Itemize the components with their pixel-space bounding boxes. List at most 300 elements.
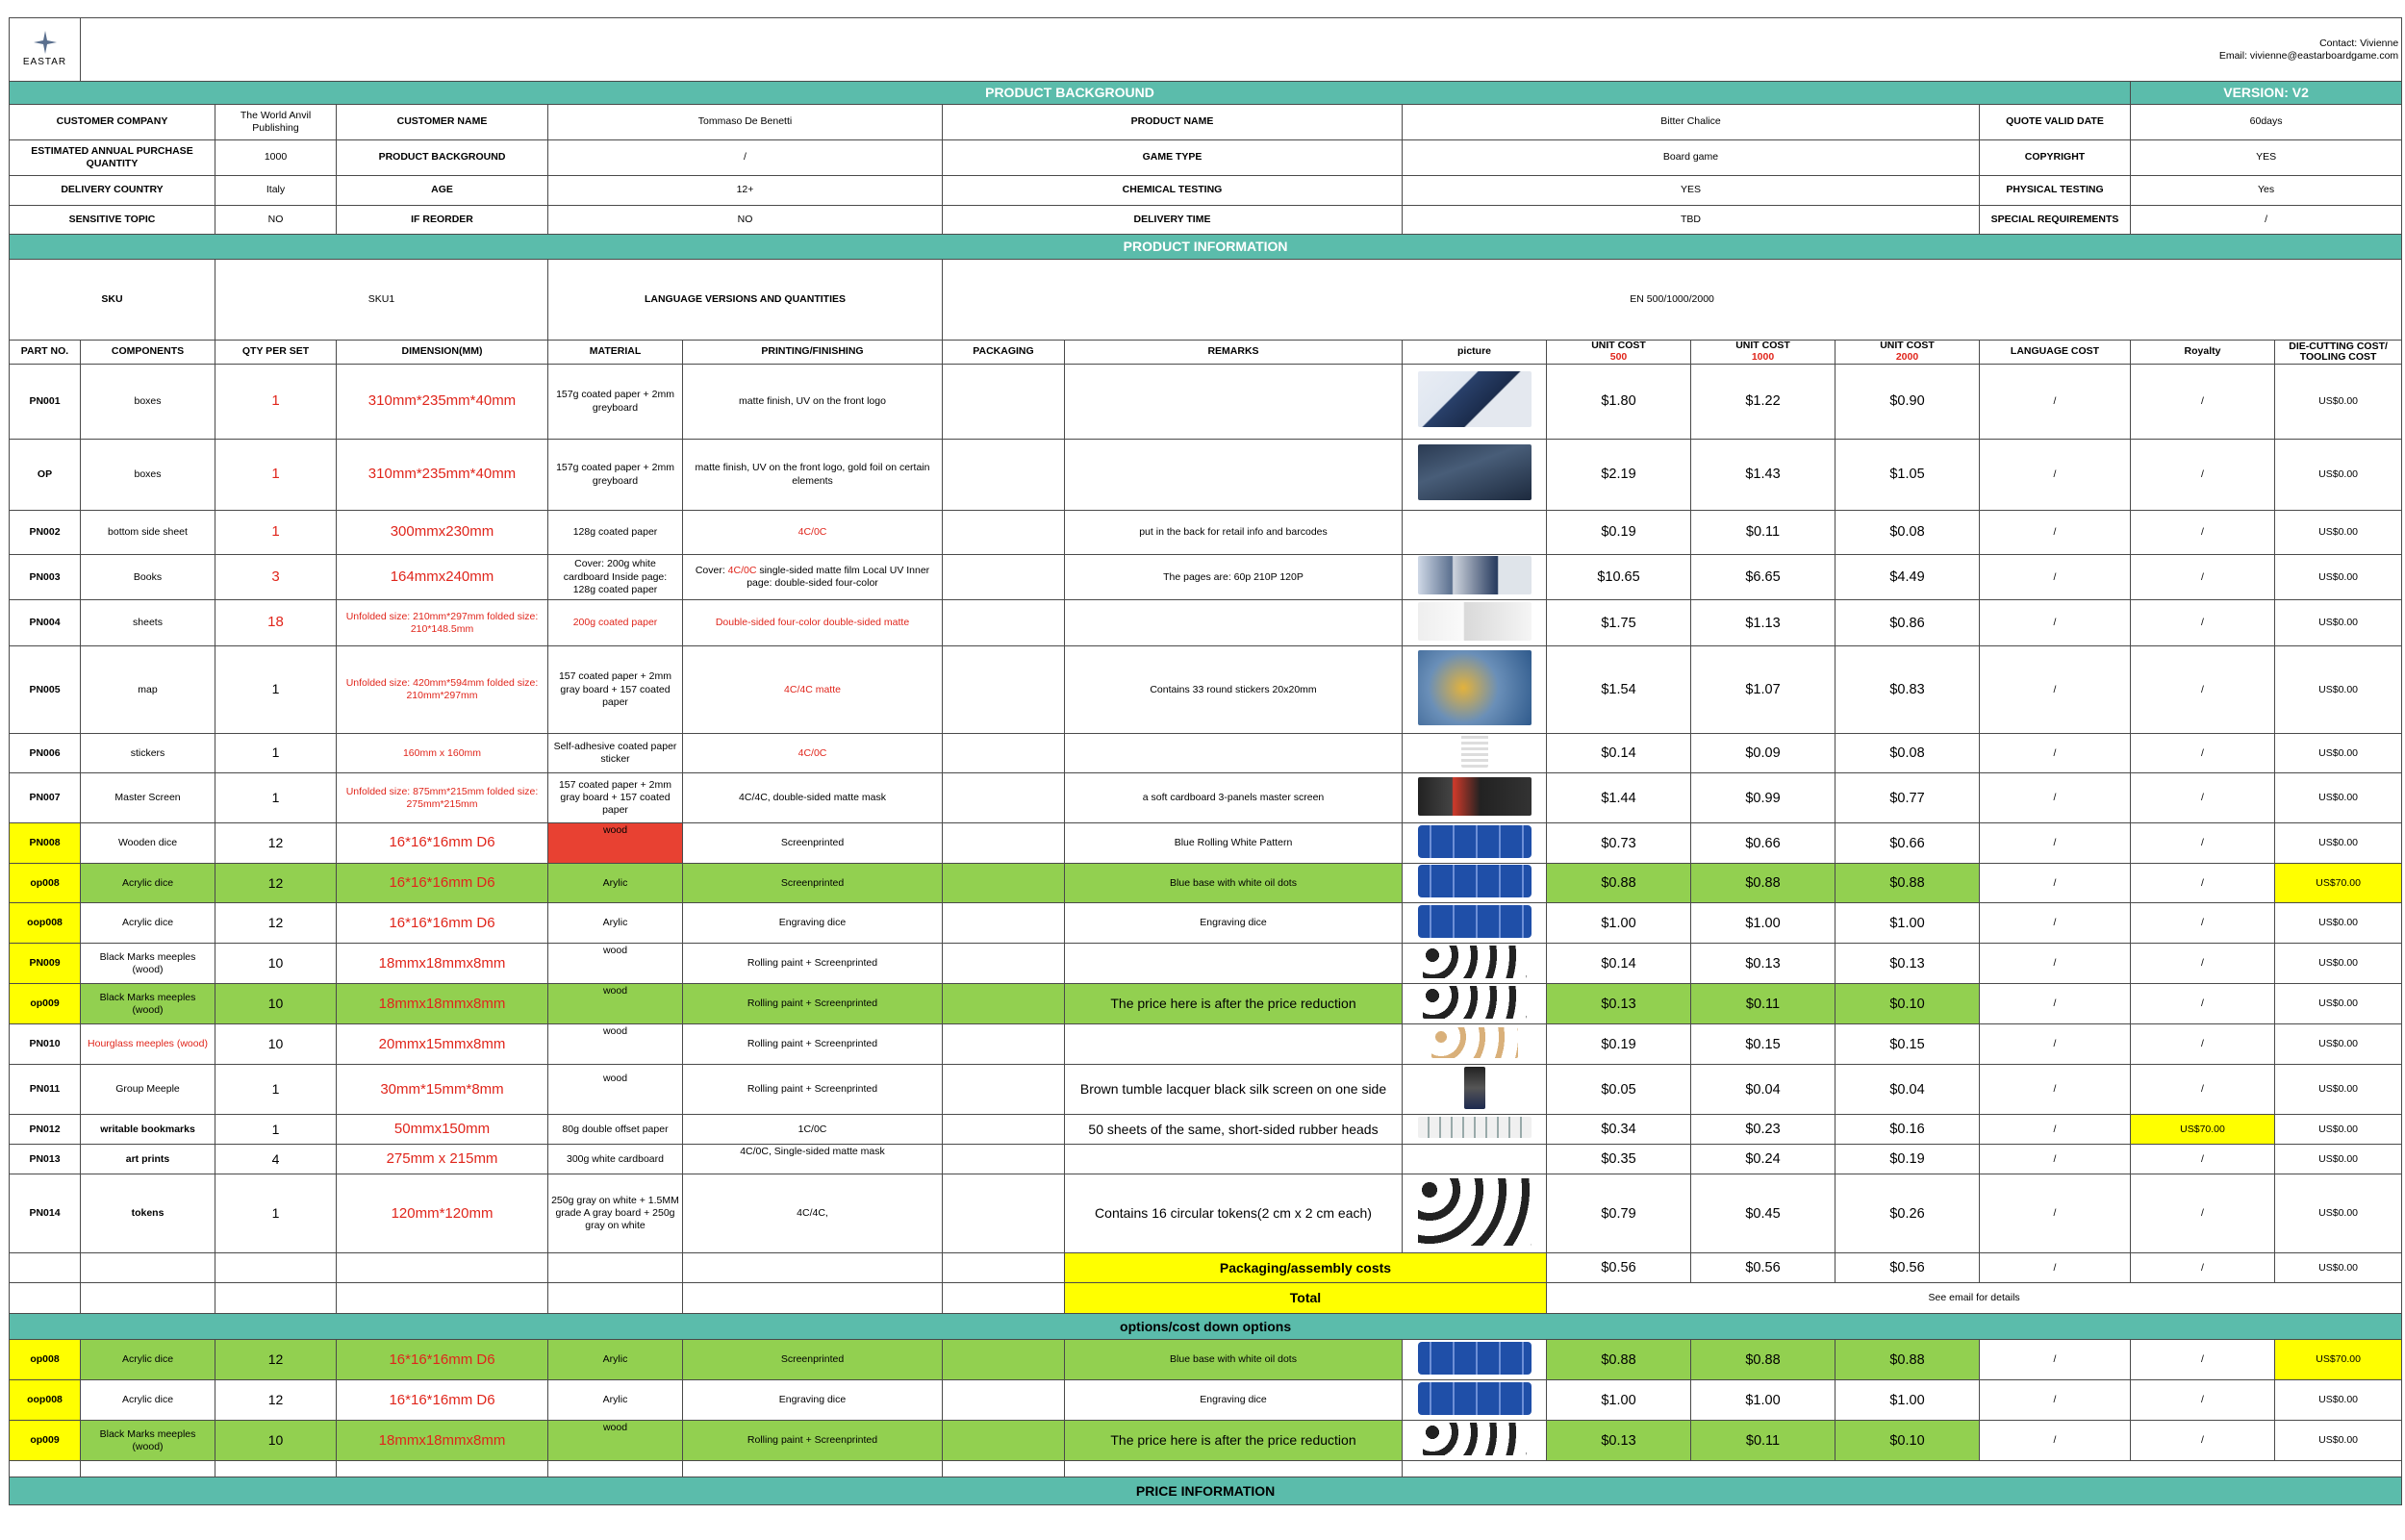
qty: 1 xyxy=(215,1115,337,1145)
printing: Rolling paint + Screenprinted xyxy=(683,1065,943,1115)
qty: 12 xyxy=(215,903,337,944)
unit-cost-2000: $0.04 xyxy=(1835,1065,1980,1115)
royalty: US$70.00 xyxy=(2131,1115,2275,1145)
unit-cost-2000: $0.13 xyxy=(1835,944,1980,984)
unit-cost-500: $0.13 xyxy=(1547,984,1691,1024)
die-cutting: US$0.00 xyxy=(2275,773,2402,823)
royalty: / xyxy=(2131,365,2275,440)
bg-value: Italy xyxy=(215,176,337,206)
packaging-row xyxy=(10,1253,2402,1283)
unit-cost-500: $0.88 xyxy=(1547,1340,1691,1380)
bg-value: 60days xyxy=(2131,105,2402,140)
part-no: oop008 xyxy=(10,903,81,944)
unit-cost-label: UNIT COST xyxy=(1591,340,1646,352)
part-no: PN010 xyxy=(10,1024,81,1065)
option-row xyxy=(10,1421,2402,1461)
printing: matte finish, UV on the front logo, gold foil on certain elements xyxy=(683,440,943,511)
printing: Engraving dice xyxy=(683,903,943,944)
col-die-cutting: DIE-CUTTING COST/ TOOLING COST xyxy=(2275,341,2402,365)
meeple-thumbnail xyxy=(1423,946,1527,978)
unit-cost-1000: $1.00 xyxy=(1691,1380,1835,1421)
unit-cost-1000: $0.15 xyxy=(1691,1024,1835,1065)
royalty: / xyxy=(2131,944,2275,984)
royalty: / xyxy=(2131,734,2275,773)
table-row xyxy=(10,365,2402,440)
remarks: The pages are: 60p 210P 120P xyxy=(1065,555,1403,600)
unit-cost-2000: $0.66 xyxy=(1835,823,1980,864)
unit-cost-1000: $0.88 xyxy=(1691,1340,1835,1380)
unit-cost-500: $0.73 xyxy=(1547,823,1691,864)
empty-cell xyxy=(10,1283,81,1314)
die-cutting: US$0.00 xyxy=(2275,1253,2402,1283)
component: Acrylic dice xyxy=(81,1380,215,1421)
printing: Screenprinted xyxy=(683,864,943,903)
printing: 4C/4C, double-sided matte mask xyxy=(683,773,943,823)
dimension: 50mmx150mm xyxy=(337,1115,548,1145)
bg-value: / xyxy=(2131,206,2402,235)
qty: 12 xyxy=(215,1340,337,1380)
component: Black Marks meeples (wood) xyxy=(81,1421,215,1461)
unit-cost-2000: $1.00 xyxy=(1835,1380,1980,1421)
part-no: op009 xyxy=(10,984,81,1024)
unit-cost-2000: $0.19 xyxy=(1835,1145,1980,1174)
die-cutting: US$0.00 xyxy=(2275,823,2402,864)
material: wood xyxy=(548,1065,683,1115)
price-information-band xyxy=(10,1477,2402,1505)
col-qty: QTY PER SET xyxy=(215,341,337,365)
dimension: Unfolded size: 420mm*594mm folded size: 210mm*297mm xyxy=(337,646,548,734)
dimension: Unfolded size: 875mm*215mm folded size: 275mm*215mm xyxy=(337,773,548,823)
empty-cell xyxy=(548,1283,683,1314)
empty-cell xyxy=(337,1283,548,1314)
unit-cost-1000: $0.99 xyxy=(1691,773,1835,823)
col-royalty: Royalty xyxy=(2131,341,2275,365)
dimension: 164mmx240mm xyxy=(337,555,548,600)
bg-label: CHEMICAL TESTING xyxy=(943,176,1403,206)
component: bottom side sheet xyxy=(81,511,215,555)
part-no: PN011 xyxy=(10,1065,81,1115)
sticker-thumbnail xyxy=(1461,735,1488,768)
table-row xyxy=(10,864,2402,903)
remarks: Contains 33 round stickers 20x20mm xyxy=(1065,646,1403,734)
dimension: 18mmx18mmx8mm xyxy=(337,984,548,1024)
printing: 4C/0C xyxy=(683,511,943,555)
component: Wooden dice xyxy=(81,823,215,864)
part-no: PN013 xyxy=(10,1145,81,1174)
unit-cost-500: $0.79 xyxy=(1547,1174,1691,1253)
material: 250g gray on white + 1.5MM grade A gray board + 250g gray on white xyxy=(548,1174,683,1253)
component: Books xyxy=(81,555,215,600)
bg-value: YES xyxy=(1403,176,1980,206)
language-cost: / xyxy=(1980,440,2131,511)
empty-cell xyxy=(81,1283,215,1314)
table-row xyxy=(10,734,2402,773)
component: tokens xyxy=(81,1174,215,1253)
bg-label: PRODUCT NAME xyxy=(943,105,1403,140)
remarks: The price here is after the price reduction xyxy=(1065,984,1403,1024)
royalty: / xyxy=(2131,823,2275,864)
group-meeple-thumbnail xyxy=(1464,1067,1485,1109)
unit-cost-1000: $0.11 xyxy=(1691,1421,1835,1461)
qty: 1 xyxy=(215,1065,337,1115)
table-row xyxy=(10,440,2402,511)
contact-name: Contact: Vivienne xyxy=(2319,38,2399,49)
table-row xyxy=(10,984,2402,1024)
royalty: / xyxy=(2131,1065,2275,1115)
bg-label: COPYRIGHT xyxy=(1980,140,2131,176)
section-title-product-background: PRODUCT BACKGROUND xyxy=(10,82,2131,105)
picture xyxy=(1403,944,1547,984)
royalty: / xyxy=(2131,1421,2275,1461)
unit-cost-1000: $0.04 xyxy=(1691,1065,1835,1115)
dimension: 16*16*16mm D6 xyxy=(337,1340,548,1380)
royalty: / xyxy=(2131,1024,2275,1065)
background-row xyxy=(10,105,2402,140)
dimension: 16*16*16mm D6 xyxy=(337,823,548,864)
material: wood xyxy=(548,1421,683,1461)
table-row xyxy=(10,1115,2402,1145)
empty-cell xyxy=(683,1461,943,1477)
unit-cost-500: $0.13 xyxy=(1547,1421,1691,1461)
printing-prefix: Cover: xyxy=(695,564,728,576)
remarks: 50 sheets of the same, short-sided rubber heads xyxy=(1065,1115,1403,1145)
qty-2000: 2000 xyxy=(1895,351,1919,364)
part-no: PN006 xyxy=(10,734,81,773)
bg-label: AGE xyxy=(337,176,548,206)
die-cutting: US$0.00 xyxy=(2275,646,2402,734)
part-no: PN007 xyxy=(10,773,81,823)
material: Arylic xyxy=(548,864,683,903)
picture xyxy=(1403,555,1547,600)
unit-cost-2000: $0.88 xyxy=(1835,1340,1980,1380)
component: sheets xyxy=(81,600,215,646)
picture xyxy=(1403,1340,1547,1380)
language-cost: / xyxy=(1980,773,2131,823)
unit-cost-1000: $1.00 xyxy=(1691,903,1835,944)
empty-cell xyxy=(1403,1461,2402,1477)
bg-label: IF REORDER xyxy=(337,206,548,235)
remarks xyxy=(1065,1024,1403,1065)
remarks: The price here is after the price reduction xyxy=(1065,1421,1403,1461)
material: Arylic xyxy=(548,1380,683,1421)
qty: 4 xyxy=(215,1145,337,1174)
packaging xyxy=(943,984,1065,1024)
royalty: / xyxy=(2131,440,2275,511)
empty-cell xyxy=(548,1461,683,1477)
bg-label: SPECIAL REQUIREMENTS xyxy=(1980,206,2131,235)
language-cost: / xyxy=(1980,1174,2131,1253)
unit-cost-2000: $0.15 xyxy=(1835,1024,1980,1065)
royalty: / xyxy=(2131,864,2275,903)
component: art prints xyxy=(81,1145,215,1174)
unit-cost-2000: $0.26 xyxy=(1835,1174,1980,1253)
die-cutting: US$0.00 xyxy=(2275,511,2402,555)
language-cost: / xyxy=(1980,1065,2131,1115)
picture xyxy=(1403,734,1547,773)
col-part: PART NO. xyxy=(10,341,81,365)
empty-cell xyxy=(215,1461,337,1477)
unit-cost-1000: $1.13 xyxy=(1691,600,1835,646)
packaging xyxy=(943,773,1065,823)
picture xyxy=(1403,773,1547,823)
part-no: op008 xyxy=(10,864,81,903)
component: Acrylic dice xyxy=(81,864,215,903)
dice-thumbnail xyxy=(1418,905,1532,938)
remarks xyxy=(1065,944,1403,984)
dimension: 310mm*235mm*40mm xyxy=(337,440,548,511)
dice-thumbnail xyxy=(1418,825,1532,858)
packaging xyxy=(943,1340,1065,1380)
component: Acrylic dice xyxy=(81,1340,215,1380)
background-row xyxy=(10,206,2402,235)
printing: Rolling paint + Screenprinted xyxy=(683,1421,943,1461)
table-row xyxy=(10,646,2402,734)
bg-value: YES xyxy=(2131,140,2402,176)
packaging xyxy=(943,1115,1065,1145)
language-cost: / xyxy=(1980,984,2131,1024)
qty-1000: 1000 xyxy=(1751,351,1775,364)
material: wood xyxy=(548,1024,683,1065)
dimension: 30mm*15mm*8mm xyxy=(337,1065,548,1115)
printing: Rolling paint + Screenprinted xyxy=(683,984,943,1024)
component: Black Marks meeples (wood) xyxy=(81,944,215,984)
unit-cost-500: $0.35 xyxy=(1547,1145,1691,1174)
unit-cost-label: UNIT COST xyxy=(1880,340,1935,352)
language-cost: / xyxy=(1980,864,2131,903)
bg-value: Board game xyxy=(1403,140,1980,176)
unit-cost-2000: $0.08 xyxy=(1835,511,1980,555)
unit-cost-2000: $0.08 xyxy=(1835,734,1980,773)
packaging xyxy=(943,944,1065,984)
packaging xyxy=(943,1145,1065,1174)
bg-value: / xyxy=(548,140,943,176)
unit-cost-500: $0.14 xyxy=(1547,944,1691,984)
quotation-sheet xyxy=(9,17,2401,1505)
map-thumbnail xyxy=(1418,650,1532,725)
qty-500: 500 xyxy=(1609,351,1628,364)
packaging xyxy=(943,1421,1065,1461)
component: boxes xyxy=(81,440,215,511)
empty-cell xyxy=(81,1253,215,1283)
part-no: op009 xyxy=(10,1421,81,1461)
die-cutting: US$0.00 xyxy=(2275,440,2402,511)
component: writable bookmarks xyxy=(81,1115,215,1145)
section-title-options: options/cost down options xyxy=(10,1314,2402,1340)
bookmark-thumbnail xyxy=(1418,1117,1532,1138)
printing: 1C/0C xyxy=(683,1115,943,1145)
die-cutting: US$70.00 xyxy=(2275,864,2402,903)
remarks: Blue Rolling White Pattern xyxy=(1065,823,1403,864)
bg-value: The World Anvil Publishing xyxy=(215,105,337,140)
printing: 4C/4C matte xyxy=(683,646,943,734)
language-cost: / xyxy=(1980,1340,2131,1380)
part-no: PN012 xyxy=(10,1115,81,1145)
bg-value: NO xyxy=(215,206,337,235)
qty: 1 xyxy=(215,440,337,511)
col-picture: picture xyxy=(1403,341,1547,365)
screen-thumbnail xyxy=(1418,777,1532,816)
die-cutting: US$0.00 xyxy=(2275,984,2402,1024)
part-no: op008 xyxy=(10,1340,81,1380)
die-cutting: US$0.00 xyxy=(2275,1174,2402,1253)
material: 300g white cardboard xyxy=(548,1145,683,1174)
empty-cell xyxy=(683,1283,943,1314)
language-cost: / xyxy=(1980,365,2131,440)
empty-cell xyxy=(683,1253,943,1283)
header-row xyxy=(10,18,2402,82)
meeple-thumbnail xyxy=(1423,1423,1527,1455)
printing: Screenprinted xyxy=(683,823,943,864)
component: Group Meeple xyxy=(81,1065,215,1115)
col-unit-cost-1000 xyxy=(1691,341,1835,365)
unit-cost-500: $0.56 xyxy=(1547,1253,1691,1283)
unit-cost-1000: $0.88 xyxy=(1691,864,1835,903)
component: stickers xyxy=(81,734,215,773)
die-cutting: US$0.00 xyxy=(2275,734,2402,773)
remarks xyxy=(1065,600,1403,646)
picture xyxy=(1403,864,1547,903)
language-cost: / xyxy=(1980,1380,2131,1421)
unit-cost-1000: $0.09 xyxy=(1691,734,1835,773)
die-cutting: US$70.00 xyxy=(2275,1340,2402,1380)
language-value: EN 500/1000/2000 xyxy=(943,260,2402,341)
logo-text: EASTAR xyxy=(22,57,67,68)
picture xyxy=(1403,1174,1547,1253)
bg-label: ESTIMATED ANNUAL PURCHASE QUANTITY xyxy=(10,140,215,176)
language-cost: / xyxy=(1980,903,2131,944)
dice-thumbnail xyxy=(1418,1342,1532,1375)
picture xyxy=(1403,1421,1547,1461)
printing: 4C/4C, xyxy=(683,1174,943,1253)
table-row xyxy=(10,773,2402,823)
part-no: PN014 xyxy=(10,1174,81,1253)
bg-label: DELIVERY TIME xyxy=(943,206,1403,235)
unit-cost-500: $0.88 xyxy=(1547,864,1691,903)
part-no: OP xyxy=(10,440,81,511)
col-dimension: DIMENSION(MM) xyxy=(337,341,548,365)
empty-cell xyxy=(10,1253,81,1283)
die-cutting: US$0.00 xyxy=(2275,555,2402,600)
unit-cost-2000: $0.88 xyxy=(1835,864,1980,903)
printing: Double-sided four-color double-sided matte xyxy=(683,600,943,646)
dimension: 160mm x 160mm xyxy=(337,734,548,773)
unit-cost-1000: $0.13 xyxy=(1691,944,1835,984)
qty: 1 xyxy=(215,511,337,555)
bg-value: TBD xyxy=(1403,206,1980,235)
unit-cost-2000: $4.49 xyxy=(1835,555,1980,600)
qty: 10 xyxy=(215,1024,337,1065)
printing: 4C/0C, Single-sided matte mask xyxy=(683,1145,943,1174)
dimension: 310mm*235mm*40mm xyxy=(337,365,548,440)
royalty: / xyxy=(2131,1340,2275,1380)
dimension: 20mmx15mmx8mm xyxy=(337,1024,548,1065)
royalty: / xyxy=(2131,773,2275,823)
bg-label: CUSTOMER NAME xyxy=(337,105,548,140)
total-note: See email for details xyxy=(1547,1283,2402,1314)
unit-cost-2000: $0.86 xyxy=(1835,600,1980,646)
total-row xyxy=(10,1283,2402,1314)
remarks: Engraving dice xyxy=(1065,903,1403,944)
bg-value: 1000 xyxy=(215,140,337,176)
picture xyxy=(1403,1145,1547,1174)
unit-cost-1000: $0.66 xyxy=(1691,823,1835,864)
die-cutting: US$0.00 xyxy=(2275,1421,2402,1461)
unit-cost-500: $10.65 xyxy=(1547,555,1691,600)
material: wood xyxy=(548,944,683,984)
unit-cost-2000: $1.00 xyxy=(1835,903,1980,944)
hourglass-thumbnail xyxy=(1431,1027,1518,1058)
bg-label: DELIVERY COUNTRY xyxy=(10,176,215,206)
printing-color: 4C/0C xyxy=(727,564,757,576)
dimension: 16*16*16mm D6 xyxy=(337,903,548,944)
qty: 1 xyxy=(215,734,337,773)
bg-value: Tommaso De Benetti xyxy=(548,105,943,140)
meeple-thumbnail xyxy=(1423,986,1527,1019)
tokens-thumbnail xyxy=(1418,1178,1532,1246)
royalty: / xyxy=(2131,646,2275,734)
unit-cost-500: $0.34 xyxy=(1547,1115,1691,1145)
col-remarks: REMARKS xyxy=(1065,341,1403,365)
empty-cell xyxy=(1065,1461,1403,1477)
bg-value: Bitter Chalice xyxy=(1403,105,1980,140)
unit-cost-1000: $1.43 xyxy=(1691,440,1835,511)
dimension: 16*16*16mm D6 xyxy=(337,1380,548,1421)
printing xyxy=(683,555,943,600)
dimension: 120mm*120mm xyxy=(337,1174,548,1253)
language-cost: / xyxy=(1980,646,2131,734)
unit-cost-1000: $0.11 xyxy=(1691,511,1835,555)
bg-label: GAME TYPE xyxy=(943,140,1403,176)
language-cost: / xyxy=(1980,600,2131,646)
part-no: PN001 xyxy=(10,365,81,440)
dice-thumbnail xyxy=(1418,1382,1532,1415)
royalty: / xyxy=(2131,1174,2275,1253)
unit-cost-500: $1.00 xyxy=(1547,903,1691,944)
sku-label: SKU xyxy=(10,260,215,341)
picture xyxy=(1403,1380,1547,1421)
packaging xyxy=(943,1380,1065,1421)
contact-email[interactable]: Email: vivienne@eastarboardgame.com xyxy=(2218,50,2399,63)
material: Cover: 200g white cardboard Inside page: 128g coated paper xyxy=(548,555,683,600)
qty: 1 xyxy=(215,773,337,823)
qty: 1 xyxy=(215,1174,337,1253)
remarks xyxy=(1065,365,1403,440)
die-cutting: US$0.00 xyxy=(2275,1145,2402,1174)
qty: 1 xyxy=(215,365,337,440)
packaging xyxy=(943,1174,1065,1253)
material: 157g coated paper + 2mm greyboard xyxy=(548,365,683,440)
spacer-row xyxy=(10,1461,2402,1477)
picture xyxy=(1403,1024,1547,1065)
remarks: a soft cardboard 3-panels master screen xyxy=(1065,773,1403,823)
dimension: Unfolded size: 210mm*297mm folded size: 210*148.5mm xyxy=(337,600,548,646)
bg-label: SENSITIVE TOPIC xyxy=(10,206,215,235)
unit-cost-2000: $0.16 xyxy=(1835,1115,1980,1145)
language-cost: / xyxy=(1980,1115,2131,1145)
part-no: oop008 xyxy=(10,1380,81,1421)
empty-cell xyxy=(215,1253,337,1283)
table-row xyxy=(10,1145,2402,1174)
royalty: / xyxy=(2131,1253,2275,1283)
printing: Engraving dice xyxy=(683,1380,943,1421)
version-label: VERSION: V2 xyxy=(2131,82,2402,105)
printing-rest: single-sided matte film Local UV Inner page: double-sided four-color xyxy=(747,564,930,590)
section-title-product-information: PRODUCT INFORMATION xyxy=(10,235,2402,260)
remarks xyxy=(1065,734,1403,773)
unit-cost-2000: $0.56 xyxy=(1835,1253,1980,1283)
component: Acrylic dice xyxy=(81,903,215,944)
part-no: PN002 xyxy=(10,511,81,555)
